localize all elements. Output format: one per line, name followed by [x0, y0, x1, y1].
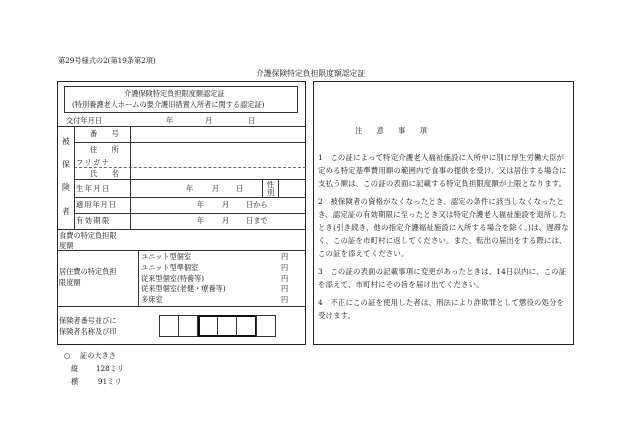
- insured-group-label-2: 保: [62, 160, 70, 169]
- furigana-label: フリガナ: [76, 158, 111, 167]
- insurer-number-bold-group: [198, 315, 257, 337]
- insurer-number-box[interactable]: [256, 315, 276, 337]
- room-yen-unit: 円: [281, 295, 289, 304]
- insurer-label-1: 保険者番号並びに: [59, 316, 117, 325]
- size-height-value: 128ミリ: [96, 364, 125, 373]
- room-cost-label-2: 限度額: [59, 278, 81, 287]
- birth-year: 年: [186, 184, 194, 193]
- applied-year: 年: [197, 200, 205, 209]
- name-label: 氏 名: [90, 169, 119, 178]
- insurer-number-box[interactable]: [159, 315, 179, 337]
- certificate-title: 介護保険特定負担限度額認定証: [124, 89, 225, 98]
- birth-day: 日: [236, 184, 244, 193]
- room-yen-unit: 円: [281, 274, 289, 283]
- insured-group-label-4: 者: [62, 207, 70, 216]
- size-note-title: 証の大きさ: [80, 351, 116, 360]
- issue-date-day: 日: [248, 116, 256, 125]
- room-yen-unit: 円: [281, 252, 289, 261]
- valid-day: 日まで: [246, 216, 268, 225]
- insurer-label-2: 保険者名称及び印: [59, 327, 117, 336]
- address-label: 住 所: [90, 145, 119, 154]
- room-type-multibed: 多床室: [141, 295, 163, 304]
- note-item-4: 4 不正にこの証を使用した者は、刑法により詐欺罪として懲役の処分を受けます。: [318, 298, 565, 320]
- room-type-conventional-special: 従来型個室(特養等): [141, 274, 205, 283]
- gender-label-2: 別: [267, 188, 275, 197]
- food-cost-label-2: 度額: [59, 241, 74, 250]
- applied-month: 月: [222, 200, 230, 209]
- note-item-3: 3 この証の表面の記載事項に変更があったときは、14日以内に、この証を添えて、市町村にその旨を届け出てください。: [318, 267, 567, 289]
- size-width-value: 91ミリ: [98, 377, 122, 386]
- note-item-2: 2 被保険者の資格がなくなったとき、認定の条件に該当しなくなったとき、認定証の有効期限に至ったとき又は特定介護老人福祉施設を退所したとき(引き続き、他の指定介護福祉施設に入所する場合を除く。)は、遅滞なく、この証を市町村に返してください。また、転出の届出をする際には、この証を添えてください。: [318, 197, 569, 258]
- valid-year: 年: [197, 216, 205, 225]
- issue-date-year: 年: [166, 116, 174, 125]
- note-item-1: 1 この証によって特定介護老人福祉施設に入所中に別に厚生労働大臣が定める特定基準費用額の範囲内で食事の提供を受け、又は居住する場合に支払う額は、この証の表面に記載する特定負担限度額が上限となります。: [318, 153, 567, 188]
- insured-group-label-3: 険: [62, 183, 70, 192]
- applied-day: 日から: [246, 200, 268, 209]
- room-yen-unit: 円: [281, 263, 289, 272]
- insurer-number-box[interactable]: [178, 315, 198, 337]
- notes-list: [318, 151, 570, 327]
- room-type-conventional-health: 従来型個室(老健・療養等): [141, 284, 226, 293]
- number-label: 番 号: [90, 129, 119, 138]
- size-height-label: 縦: [71, 364, 79, 373]
- gender-label-1: 性: [267, 180, 275, 189]
- certificate-subtitle: (特別養護老人ホームの要介護旧措置入所者に関する認定証): [72, 100, 265, 109]
- food-cost-label-1: 食費の特定負担限: [59, 231, 117, 240]
- room-type-unit-semiprivate: ユニット型準個室: [141, 263, 199, 272]
- size-note-bullet: ○: [64, 351, 71, 360]
- valid-month: 月: [222, 216, 230, 225]
- applied-date-label: 適用年月日: [76, 200, 117, 209]
- issue-date-month: 月: [205, 116, 213, 125]
- notes-title: 注 意 事 項: [355, 126, 427, 135]
- room-cost-label-1: 居住費の特定負担: [59, 267, 117, 276]
- room-type-unit-private: ユニット型個室: [141, 252, 192, 261]
- insured-group-label-1: 被: [62, 137, 70, 146]
- room-yen-unit: 円: [281, 284, 289, 293]
- form-number: 第29号様式の2(第19条第2項): [58, 56, 156, 65]
- issue-date-label: 交付年月日: [66, 116, 102, 125]
- valid-until-label: 有効期限: [76, 216, 111, 225]
- size-width-label: 横: [71, 377, 79, 386]
- birth-month: 月: [212, 184, 220, 193]
- main-title: 介護保険特定負担限度額認定証: [256, 69, 366, 78]
- birthdate-label: 生年月日: [76, 184, 111, 193]
